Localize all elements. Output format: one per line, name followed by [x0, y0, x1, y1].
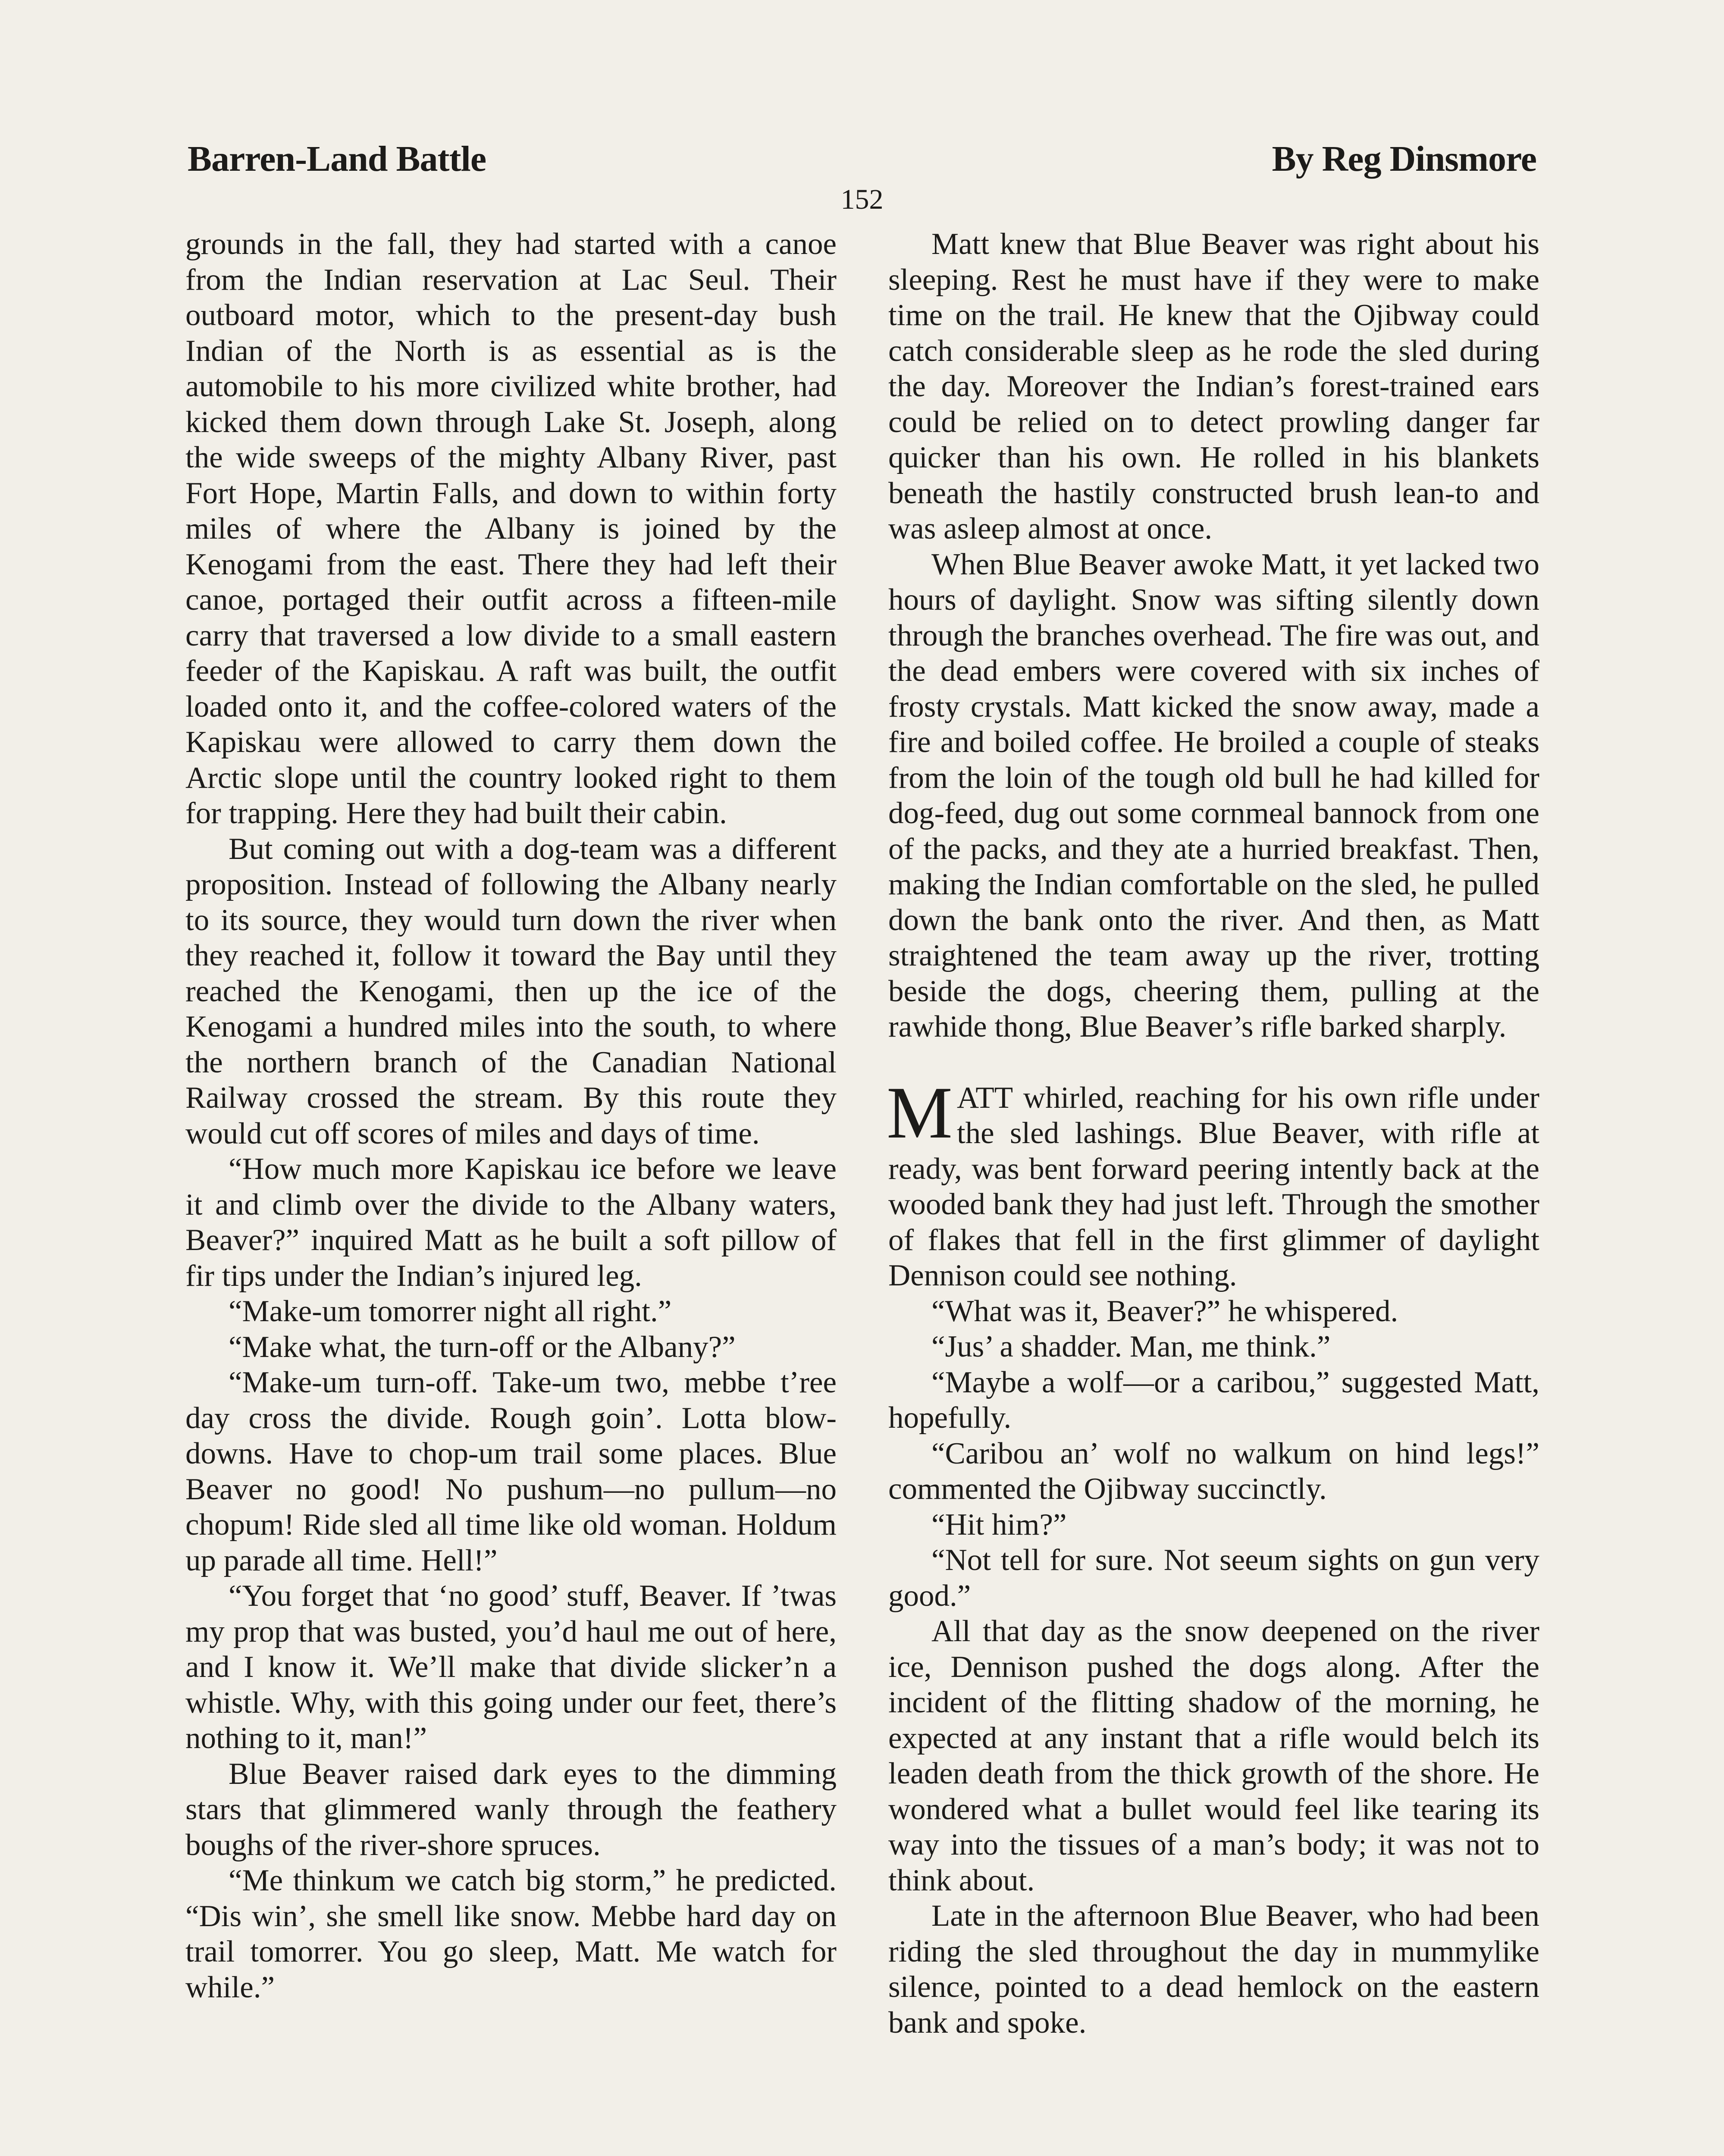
story-author: By Reg Dinsmore [1272, 139, 1536, 179]
running-header [188, 138, 1536, 180]
paragraph: Matt knew that Blue Beaver was right about his sleeping. Rest he must have if they were to make time on the trail. He knew that the Ojibway could catch considerable sleep as he rode the sled during the day. Moreover the Indian’s forest-trained ears could be relied on to detect prowling danger far quicker than his own. He rolled in his blankets beneath the hastily constructed brush lean-to and was asleep almost at once. [888, 227, 1539, 545]
paragraph: When Blue Beaver awoke Matt, it yet lacked two hours of daylight. Snow was sifting silently down through the branches overhead. The fire was out, and the dead embers were covered with six inches of frosty crystals. Matt kicked the snow away, made a fire and boiled coffee. He broiled a couple of steaks from the loin of the tough old bull he had killed for dog-feed, dug out some cornmeal bannock from one of the packs, and they ate a hurried breakfast. Then, making the Indian comfortable on the sled, he pulled down the bank onto the river. And then, as Matt straightened the team away up the river, trotting beside the dogs, cheering them, pulling at the rawhide thong, Blue Beaver’s rifle barked sharply. [888, 547, 1539, 1044]
section-opening-text: ATT whirled, reaching for his own rifle under the sled lashings. Blue Beaver, with rifle at ready, was bent forward peering intently back at the wooded bank they had just left. Through the smother of flakes that fell in the first glimmer of daylight Dennison could see nothing. [888, 1081, 1539, 1292]
paragraph: “Me thinkum we catch big storm,” he predicted. “Dis win’, she smell like snow. Mebbe hard day on trail tomorrer. You go sleep, Matt. Me watch for while.” [185, 1864, 837, 2004]
drop-cap: M [887, 1072, 953, 1154]
paragraph: “Caribou an’ wolf no walkum on hind legs!” commented the Ojibway succinctly. [888, 1436, 1539, 1506]
paragraph: “Jus’ a shadder. Man, me think.” [931, 1330, 1331, 1363]
paragraph: “You forget that ‘no good’ stuff, Beaver. If ’twas my prop that was busted, you’d haul me out of here, and I know it. We’ll make that divide slicker’n a whistle. Why, with this going under our feet, there’s nothing to it, man!” [185, 1579, 837, 1755]
paragraph: “Make what, the turn-off or the Albany?” [229, 1330, 736, 1364]
right-column [888, 226, 1539, 2156]
paragraph: “Make-um turn-off. Take-um two, mebbe t’ree day cross the divide. Rough goin’. Lotta blow-downs. Have to chop-um trail some places. Blue Beaver no good! No pushum—no pullum—no chopum! Ride sled all time like old woman. Holdum up parade all time. Hell!” [185, 1366, 837, 1577]
paragraph: “Hit him?” [931, 1507, 1067, 1542]
paragraph: All that day as the snow deepened on the river ice, Dennison pushed the dogs along. After the incident of the flitting shadow of the morning, he expected at any instant that a rifle would belch its leaden death from the thick growth of the shore. He wondered what a bullet would feel like tearing its way into the tissues of a man’s body; it was not to think about. [888, 1614, 1539, 1897]
paragraph: Late in the afternoon Blue Beaver, who had been riding the sled throughout the day in mummylike silence, pointed to a dead hemlock on the eastern bank and spoke. [888, 1899, 1539, 2040]
section-opening-paragraph [887, 1072, 1539, 1294]
story-title: Barren-Land Battle [188, 139, 486, 179]
paragraph: “Maybe a wolf—or a caribou,” suggested Matt, hopefully. [888, 1365, 1539, 1435]
page-number: 152 [840, 184, 884, 215]
paragraph: But coming out with a dog-team was a different proposition. Instead of following the Albany nearly to its source, they would turn down the river when they reached it, follow it toward the Bay until they reached the Kenogami, then up the ice of the Kenogami a hundred miles into the south, to where the northern branch of the Canadian National Railway crossed the stream. By this route they would cut off scores of miles and days of time. [185, 832, 837, 1150]
text-columns [185, 226, 1539, 2156]
paragraph: “How much more Kapiskau ice before we leave it and climb over the divide to the Albany waters, Beaver?” inquired Matt as he built a soft pillow of fir tips under the Indian’s injured leg. [185, 1152, 837, 1293]
paragraph: “What was it, Beaver?” he whispered. [931, 1294, 1398, 1328]
paragraph: grounds in the fall, they had started with a canoe from the Indian reservation at Lac Seul. Their outboard motor, which to the present-day bush Indian of the North is as essential as is the automobile to his more civilized white brother, had kicked them down through Lake St. Joseph, along the wide sweeps of the mighty Albany River, past Fort Hope, Martin Falls, and down to within forty miles of where the Albany is joined by the Kenogami from the east. There they had left their canoe, portaged their outfit across a fifteen-mile carry that traversed a low divide to a small eastern feeder of the Kapiskau. A raft was built, the outfit loaded onto it, and the coffee-colored waters of the Kapiskau were allowed to carry them down the Arctic slope until the country looked right to them for trapping. Here they had built their cabin. [185, 227, 837, 830]
paragraph: “Not tell for sure. Not seeum sights on gun very good.” [888, 1543, 1539, 1613]
left-column [185, 226, 837, 2156]
paragraph: Blue Beaver raised dark eyes to the dimming stars that glimmered wanly through the feathery boughs of the river-shore spruces. [185, 1757, 837, 1862]
paragraph: “Make-um tomorrer night all right.” [229, 1294, 672, 1328]
